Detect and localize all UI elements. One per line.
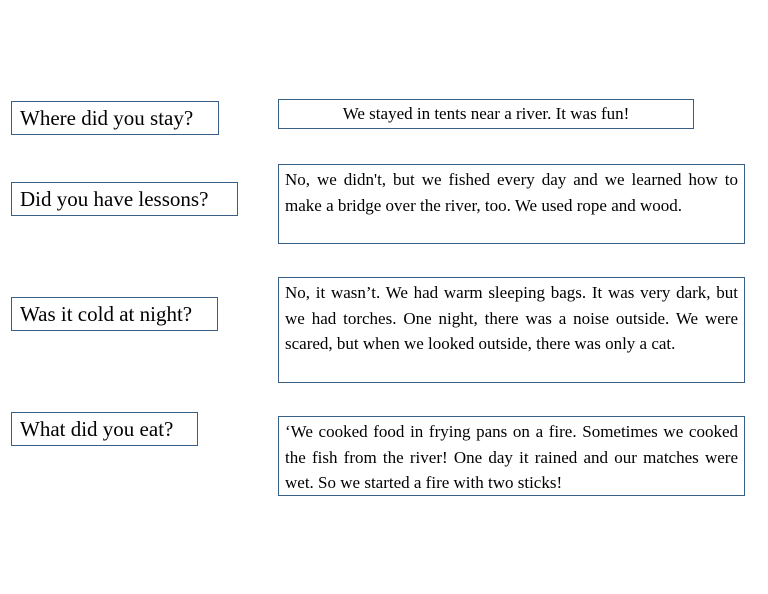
- question-box-2: [11, 182, 238, 216]
- answer-box-2: [278, 164, 745, 244]
- question-text-4: What did you eat?: [20, 416, 174, 441]
- answer-box-1: [278, 99, 694, 129]
- question-box-1: [11, 101, 219, 135]
- question-text-3: Was it cold at night?: [20, 301, 193, 326]
- answer-text-3: No, it wasn’t. We had warm sleeping bags. It was very dark, but we had torches. One night, there was a noise outside. We were scared, but when we looked outside, there was only a cat.: [285, 283, 738, 353]
- answer-text-1: We stayed in tents near a river. It was fun!: [342, 104, 630, 124]
- question-text-1: Where did you stay?: [20, 105, 194, 130]
- question-box-3: [11, 297, 218, 331]
- question-text-2: Did you have lessons?: [20, 186, 209, 211]
- question-box-4: [11, 412, 198, 446]
- answer-box-4: [278, 416, 745, 496]
- answer-text-4: ‘We cooked food in frying pans on a fire. Sometimes we cooked the fish from the river! One day it rained and our matches were wet. So we started a fire with two sticks!: [285, 422, 738, 492]
- answer-text-2: No, we didn't, but we fished every day and we learned how to make a bridge over the river, too. We used rope and wood.: [285, 170, 738, 215]
- answer-box-3: [278, 277, 745, 383]
